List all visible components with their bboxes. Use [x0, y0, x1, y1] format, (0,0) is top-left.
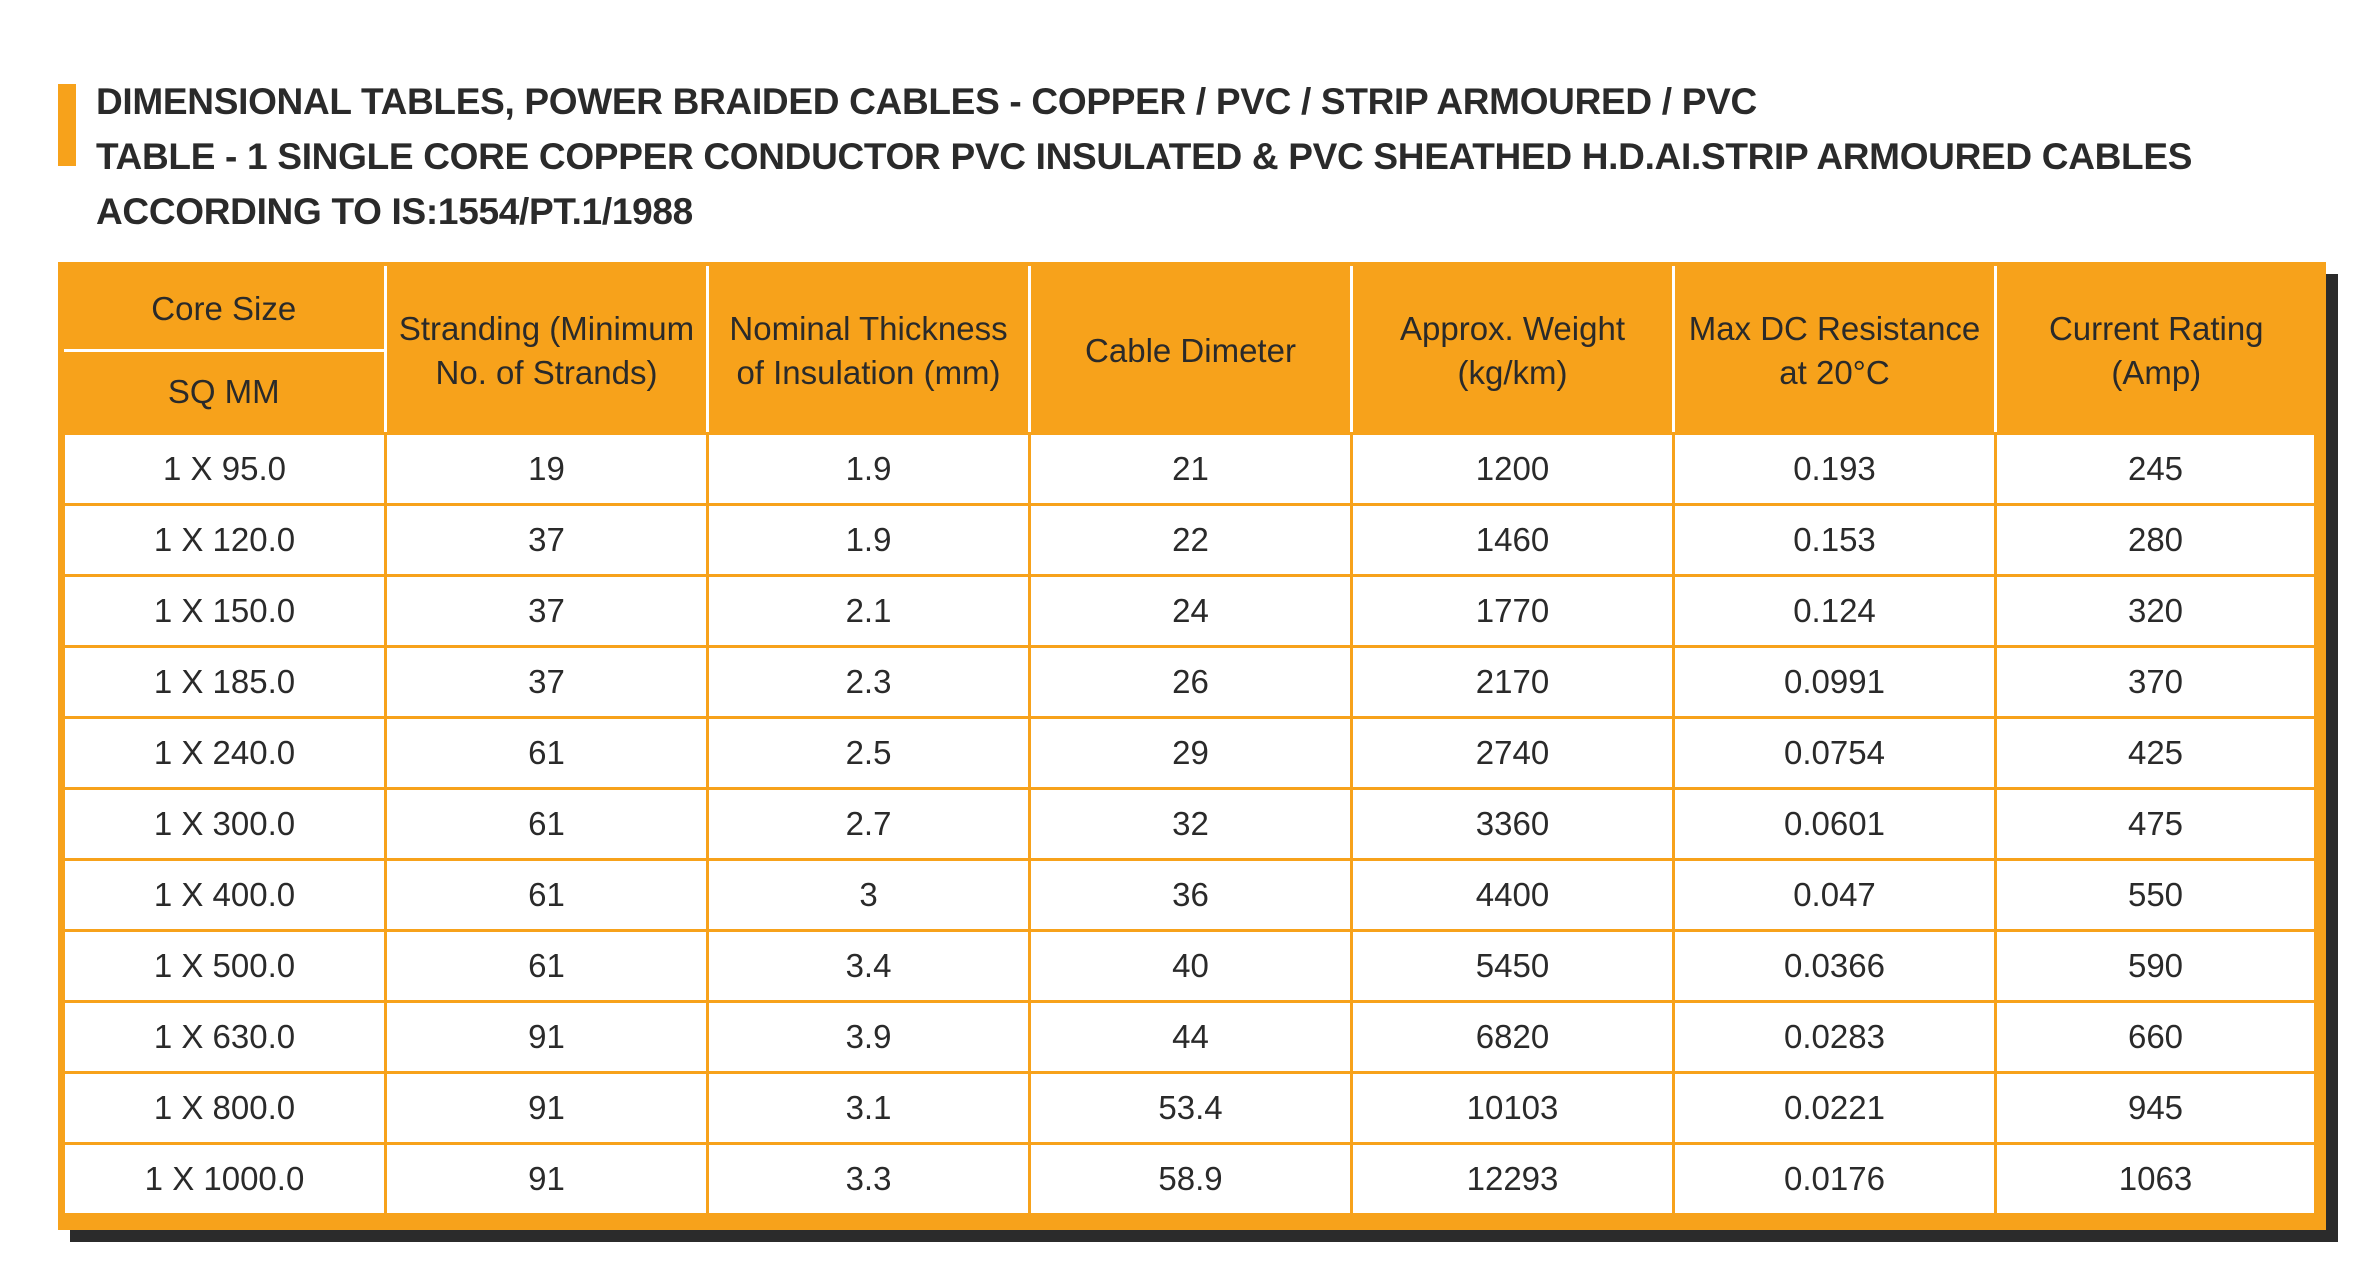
header-resistance-line2: at 20°C — [1779, 353, 1890, 391]
title-accent-bar — [58, 84, 76, 166]
standard-reference: ACCORDING TO IS:1554/PT.1/1988 — [96, 191, 693, 232]
table-body — [64, 434, 2316, 1215]
cell-weight: 12293 — [1352, 1144, 1674, 1215]
cell-core-size: 1 X 1000.0 — [64, 1144, 386, 1215]
header-core-size: Core Size — [64, 268, 386, 351]
header-stranding — [386, 268, 708, 434]
table-row — [64, 1144, 2316, 1215]
cell-current-rating: 245 — [1996, 434, 2316, 505]
cell-weight: 4400 — [1352, 860, 1674, 931]
table-row — [64, 1073, 2316, 1144]
cell-thickness: 2.3 — [708, 647, 1030, 718]
table-row — [64, 931, 2316, 1002]
cell-current-rating: 660 — [1996, 1002, 2316, 1073]
cell-core-size: 1 X 300.0 — [64, 789, 386, 860]
cell-core-size: 1 X 120.0 — [64, 505, 386, 576]
cell-thickness: 3.3 — [708, 1144, 1030, 1215]
cell-core-size: 1 X 185.0 — [64, 647, 386, 718]
cell-core-size: 1 X 150.0 — [64, 576, 386, 647]
cell-core-size: 1 X 500.0 — [64, 931, 386, 1002]
cell-resistance: 0.0601 — [1674, 789, 1996, 860]
cell-weight: 6820 — [1352, 1002, 1674, 1073]
cell-core-size: 1 X 800.0 — [64, 1073, 386, 1144]
cell-weight: 2740 — [1352, 718, 1674, 789]
cell-current-rating: 945 — [1996, 1073, 2316, 1144]
cell-diameter: 21 — [1030, 434, 1352, 505]
cell-stranding: 37 — [386, 505, 708, 576]
cell-diameter: 24 — [1030, 576, 1352, 647]
cell-diameter: 53.4 — [1030, 1073, 1352, 1144]
cell-thickness: 3.9 — [708, 1002, 1030, 1073]
table-row — [64, 505, 2316, 576]
cell-stranding: 37 — [386, 576, 708, 647]
cell-resistance: 0.047 — [1674, 860, 1996, 931]
cell-thickness: 3 — [708, 860, 1030, 931]
cell-diameter: 26 — [1030, 647, 1352, 718]
cell-stranding: 61 — [386, 931, 708, 1002]
cell-weight: 1770 — [1352, 576, 1674, 647]
cell-resistance: 0.0283 — [1674, 1002, 1996, 1073]
cell-thickness: 2.7 — [708, 789, 1030, 860]
cell-thickness: 2.1 — [708, 576, 1030, 647]
cell-weight: 10103 — [1352, 1073, 1674, 1144]
cell-stranding: 91 — [386, 1073, 708, 1144]
header-thickness-line2: of Insulation (mm) — [736, 353, 1001, 391]
table-row — [64, 718, 2316, 789]
table-row — [64, 576, 2316, 647]
cell-current-rating: 280 — [1996, 505, 2316, 576]
cell-core-size: 1 X 630.0 — [64, 1002, 386, 1073]
header-thickness-line1: Nominal Thickness — [729, 309, 1008, 347]
table-row — [64, 647, 2316, 718]
header-stranding-line1: Stranding (Minimum — [398, 309, 695, 347]
cell-resistance: 0.0176 — [1674, 1144, 1996, 1215]
cell-resistance: 0.0991 — [1674, 647, 1996, 718]
cell-thickness: 3.1 — [708, 1073, 1030, 1144]
cell-diameter: 40 — [1030, 931, 1352, 1002]
table-row — [64, 860, 2316, 931]
cell-resistance: 0.124 — [1674, 576, 1996, 647]
cell-current-rating: 1063 — [1996, 1144, 2316, 1215]
table-frame — [58, 262, 2326, 1230]
header-diameter: Cable Dimeter — [1030, 268, 1352, 434]
cell-weight: 1460 — [1352, 505, 1674, 576]
cell-stranding: 91 — [386, 1002, 708, 1073]
header-weight-line2: (kg/km) — [1457, 353, 1568, 391]
cell-current-rating: 425 — [1996, 718, 2316, 789]
cell-diameter: 32 — [1030, 789, 1352, 860]
cell-diameter: 22 — [1030, 505, 1352, 576]
cell-stranding: 61 — [386, 789, 708, 860]
cell-weight: 1200 — [1352, 434, 1674, 505]
cell-diameter: 36 — [1030, 860, 1352, 931]
cell-diameter: 29 — [1030, 718, 1352, 789]
header-thickness — [708, 268, 1030, 434]
table-row — [64, 434, 2316, 505]
cell-stranding: 61 — [386, 718, 708, 789]
header-current-rating — [1996, 268, 2316, 434]
cell-core-size: 1 X 95.0 — [64, 434, 386, 505]
cell-current-rating: 590 — [1996, 931, 2316, 1002]
header-resistance — [1674, 268, 1996, 434]
header-weight — [1352, 268, 1674, 434]
cell-diameter: 44 — [1030, 1002, 1352, 1073]
cell-current-rating: 370 — [1996, 647, 2316, 718]
header-weight-line1: Approx. Weight — [1399, 309, 1625, 347]
cell-resistance: 0.0754 — [1674, 718, 1996, 789]
header-rating-line2: (Amp) — [2111, 353, 2202, 391]
cell-current-rating: 550 — [1996, 860, 2316, 931]
cell-thickness: 1.9 — [708, 505, 1030, 576]
main-title: DIMENSIONAL TABLES, POWER BRAIDED CABLES - COPPER / PVC / STRIP ARMOURED / PVC — [96, 81, 1757, 122]
table-row — [64, 789, 2316, 860]
cell-core-size: 1 X 240.0 — [64, 718, 386, 789]
header-rating-line1: Current Rating — [2048, 309, 2264, 347]
cell-diameter: 58.9 — [1030, 1144, 1352, 1215]
header-stranding-line2: No. of Strands) — [435, 353, 658, 391]
table-title: TABLE - 1 SINGLE CORE COPPER CONDUCTOR PVC INSULATED & PVC SHEATHED H.D.AI.STRIP ARMOURED CABLES — [96, 136, 2193, 177]
cell-weight: 2170 — [1352, 647, 1674, 718]
cell-core-size: 1 X 400.0 — [64, 860, 386, 931]
title-block — [96, 74, 2356, 239]
cable-dimensions-table — [62, 266, 2317, 1216]
cell-current-rating: 320 — [1996, 576, 2316, 647]
cell-thickness: 3.4 — [708, 931, 1030, 1002]
header-resistance-line1: Max DC Resistance — [1688, 309, 1981, 347]
header-sq-mm: SQ MM — [64, 351, 386, 434]
table-row — [64, 1002, 2316, 1073]
cell-resistance: 0.153 — [1674, 505, 1996, 576]
cell-stranding: 61 — [386, 860, 708, 931]
cell-weight: 5450 — [1352, 931, 1674, 1002]
cell-resistance: 0.0366 — [1674, 931, 1996, 1002]
cell-current-rating: 475 — [1996, 789, 2316, 860]
cell-stranding: 19 — [386, 434, 708, 505]
cell-thickness: 2.5 — [708, 718, 1030, 789]
cell-resistance: 0.193 — [1674, 434, 1996, 505]
cell-thickness: 1.9 — [708, 434, 1030, 505]
cell-stranding: 37 — [386, 647, 708, 718]
cell-resistance: 0.0221 — [1674, 1073, 1996, 1144]
cell-stranding: 91 — [386, 1144, 708, 1215]
cell-weight: 3360 — [1352, 789, 1674, 860]
